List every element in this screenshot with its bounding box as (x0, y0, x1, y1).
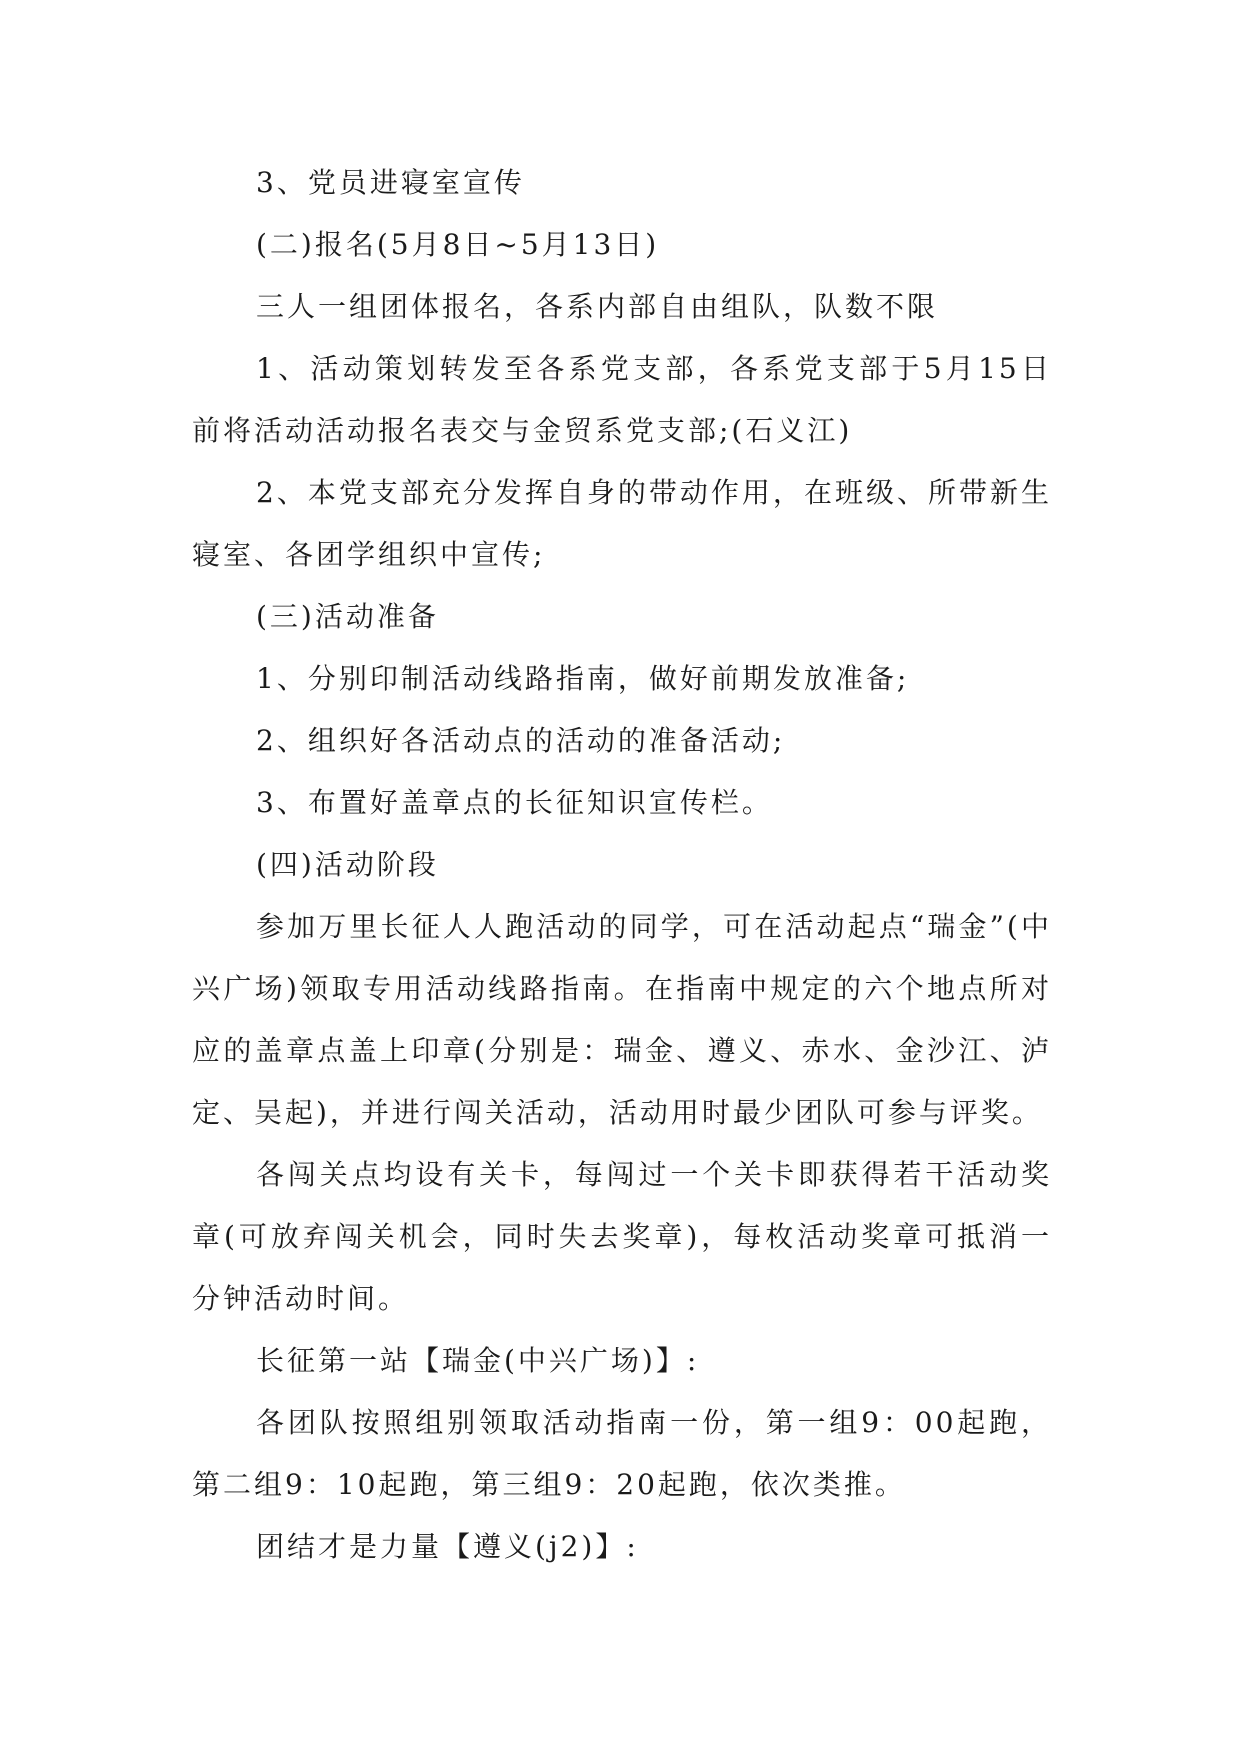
paragraph-bulletin-board: 3、布置好盖章点的长征知识宣传栏。 (256, 786, 773, 819)
paragraph-checkpoint-medals: 各闯关点均设有关卡，每闯过一个关卡即获得若干活动奖章(可放弃闯关机会，同时失去奖章)，每枚活动奖章可抵消一分钟活动时间。 (192, 1158, 1052, 1315)
paragraph-team-registration: 三人一组团体报名，各系内部自由组队，队数不限 (256, 290, 939, 323)
section-heading-activity-stage: (四)活动阶段 (256, 848, 439, 881)
heading-zunyi-station: 团结才是力量【遵义(j2)】: (256, 1530, 639, 1563)
paragraph-activity-description: 参加万里长征人人跑活动的同学，可在活动起点“瑞金”(中兴广场)领取专用活动线路指南。在指南中规定的六个地点所对应的盖章点盖上印章(分别是：瑞金、遵义、赤水、金沙江、泸定、吴起)，并进行闯关活动，活动用时最少团队可参与评奖。 (192, 910, 1052, 1129)
paragraph-start-schedule: 各团队按照组别领取活动指南一份，第一组9：00起跑，第二组9：10起跑，第三组9：20起跑，依次类推。 (192, 1406, 1052, 1501)
paragraph-print-guide: 1、分别印制活动线路指南，做好前期发放准备; (256, 662, 910, 695)
paragraph-organize-points: 2、组织好各活动点的活动的准备活动; (256, 724, 786, 757)
section-heading-registration: (二)报名(5月8日~5月13日) (256, 228, 660, 261)
heading-first-station: 长征第一站【瑞金(中兴广场)】: (256, 1344, 700, 1377)
paragraph-party-member-dorm-promotion: 3、党员进寝室宣传 (256, 166, 525, 199)
paragraph-branch-role: 2、本党支部充分发挥自身的带动作用，在班级、所带新生寝室、各团学组织中宣传; (192, 476, 1052, 571)
document-page (192, 152, 1052, 1578)
section-heading-preparation: (三)活动准备 (256, 600, 439, 633)
paragraph-forward-plan: 1、活动策划转发至各系党支部，各系党支部于5月15日前将活动活动报名表交与金贸系党支部;(石义江) (192, 352, 1052, 447)
